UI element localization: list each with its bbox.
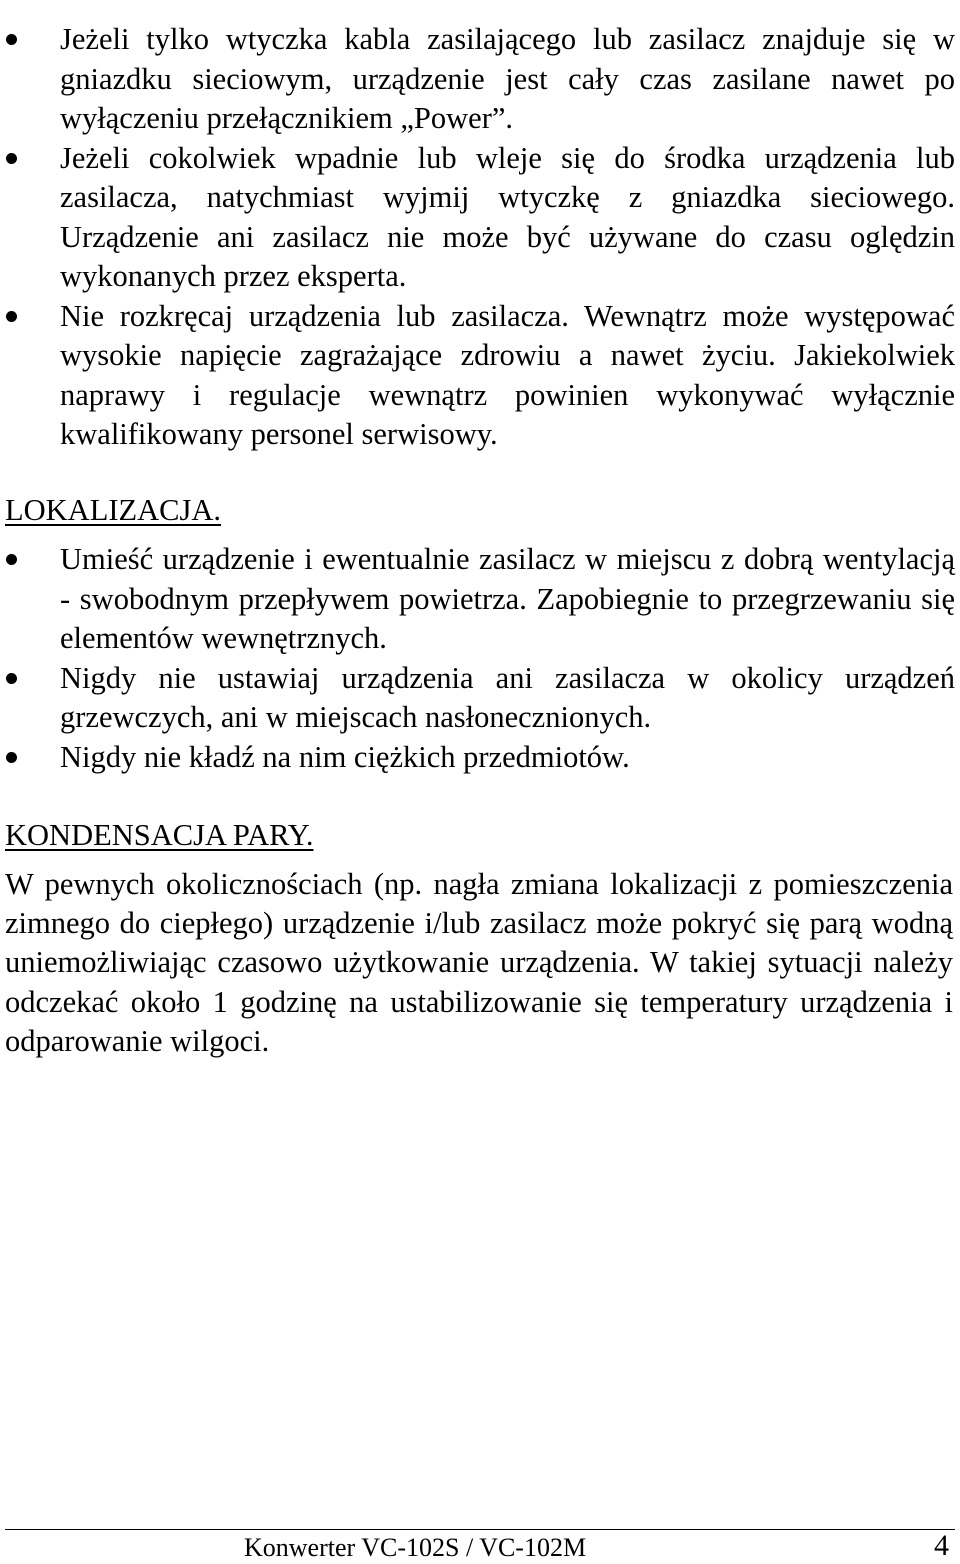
list-item-text: Nie rozkręcaj urządzenia lub zasilacza. Wewnątrz może występować wysokie napięcie zagrażające zdrowiu a nawet życiu. Jakiekolwiek naprawy i regulacje wewnątrz powinien wykonywać wyłącznie kwalifikowany personel serwisowy. bbox=[60, 298, 955, 451]
bullet-icon bbox=[6, 673, 17, 684]
list-item-text: Nigdy nie kładź na nim ciężkich przedmiotów. bbox=[60, 739, 630, 774]
list-item-text: Jeżeli cokolwiek wpadnie lub wleje się do środka urządzenia lub zasilacza, natychmiast wyjmij wtyczkę z gniazdka sieciowego. Urządzenie ani zasilacz nie może być używane do czasu oględzin wykonanych przez eksperta. bbox=[60, 140, 955, 293]
location-heading: LOKALIZACJA. bbox=[5, 493, 222, 527]
list-item bbox=[0, 20, 955, 139]
footer-divider bbox=[5, 1529, 955, 1530]
list-item bbox=[0, 297, 955, 455]
list-item-text: Umieść urządzenie i ewentualnie zasilacz w miejscu z dobrą wentylacją - swobodnym przepływem powietrza. Zapobiegnie to przegrzewaniu się elementów wewnętrznych. bbox=[60, 542, 955, 655]
list-item bbox=[0, 540, 955, 659]
location-list bbox=[0, 540, 955, 777]
list-item-text: Jeżeli tylko wtyczka kabla zasilającego lub zasilacz znajduje się w gniazdku sieciowym, urządzenie jest cały czas zasilane nawet po wyłączeniu przełącznikiem „Power”. bbox=[60, 22, 955, 135]
bullet-icon bbox=[6, 752, 17, 763]
footer-title: Konwerter VC-102S / VC-102M bbox=[244, 1533, 587, 1562]
list-item bbox=[0, 139, 955, 297]
page-number: 4 bbox=[934, 1529, 949, 1562]
list-item bbox=[0, 738, 955, 778]
bullet-icon bbox=[6, 34, 17, 45]
bullet-icon bbox=[6, 311, 17, 322]
condensation-heading: KONDENSACJA PARY. bbox=[5, 818, 314, 852]
condensation-paragraph: W pewnych okolicznościach (np. nagła zmiana lokalizacji z pomieszczenia zimnego do ciepłego) urządzenie i/lub zasilacz może pokryć się parą wodną uniemożliwiając czasowo użytkowanie urządzenia. W takiej sytuacji należy odczekać około 1 godzinę na ustabilizowanie się temperatury urządzenia i odparowanie wilgoci. bbox=[5, 867, 953, 1058]
list-item bbox=[0, 659, 955, 738]
safety-list bbox=[0, 20, 955, 455]
list-item-text: Nigdy nie ustawiaj urządzenia ani zasilacza w okolicy urządzeń grzewczych, ani w miejscach nasłonecznionych. bbox=[60, 660, 955, 734]
bullet-icon bbox=[6, 153, 17, 164]
bullet-icon bbox=[6, 554, 17, 565]
